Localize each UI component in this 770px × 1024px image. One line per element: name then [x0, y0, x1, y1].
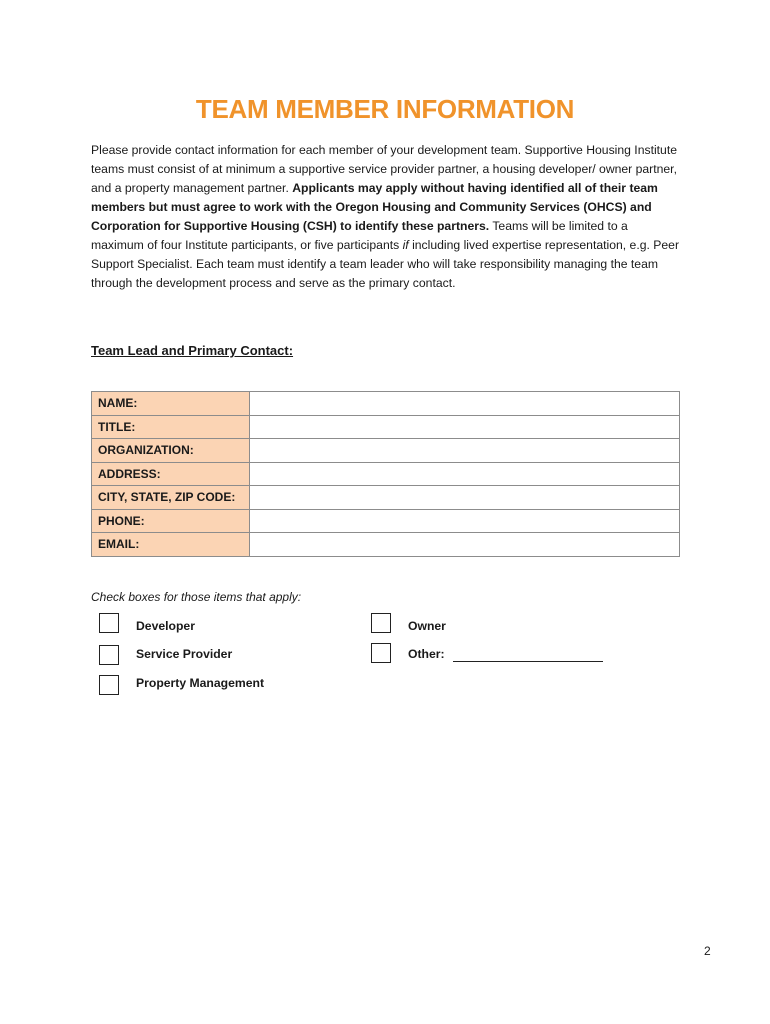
owner-label: Owner [408, 619, 446, 633]
field-label-name: NAME: [92, 392, 250, 416]
intro-paragraph [91, 141, 681, 293]
city-state-zip-field[interactable] [250, 486, 680, 510]
other-text-field[interactable] [453, 661, 603, 662]
field-label-organization: ORGANIZATION: [92, 439, 250, 463]
developer-checkbox[interactable] [99, 613, 119, 633]
field-label-address: ADDRESS: [92, 462, 250, 486]
table-row [92, 462, 680, 486]
table-row [92, 392, 680, 416]
field-label-title: TITLE: [92, 415, 250, 439]
other-label: Other: [408, 647, 445, 661]
table-row [92, 509, 680, 533]
phone-field[interactable] [250, 509, 680, 533]
developer-label: Developer [136, 619, 195, 633]
table-row [92, 486, 680, 510]
title-field[interactable] [250, 415, 680, 439]
intro-bold-text: Applicants may apply without having identified all of their team members but must agree to work with the Oregon Housing and Community Services (OHCS) and Corporation for Supportive Housing (CSH) to identify these partners. [91, 181, 658, 233]
checkbox-instruction: Check boxes for those items that apply: [91, 590, 302, 604]
intro-text-2: Teams will be limited to a maximum of four Institute participants, or five participants [91, 219, 628, 252]
intro-text-3: including lived expertise representation, e.g. Peer Support Specialist. Each team must identify a team leader who will take responsibility managing the team through the development process and serve as the primary contact. [91, 238, 680, 290]
email-field[interactable] [250, 533, 680, 557]
service-provider-label: Service Provider [136, 647, 233, 661]
field-label-phone: PHONE: [92, 509, 250, 533]
table-row [92, 415, 680, 439]
property-management-checkbox[interactable] [99, 675, 119, 695]
owner-checkbox[interactable] [371, 613, 391, 633]
field-label-city-state-zip: CITY, STATE, ZIP CODE: [92, 486, 250, 510]
intro-italic-text: if [402, 238, 409, 252]
table-row [92, 533, 680, 557]
page-number: 2 [704, 944, 711, 958]
table-row [92, 439, 680, 463]
property-management-label: Property Management [136, 676, 264, 690]
field-label-email: EMAIL: [92, 533, 250, 557]
other-checkbox[interactable] [371, 643, 391, 663]
intro-text-1: Please provide contact information for each member of your development team. Supportive Housing Institute teams must consist of at minimum a supportive service provider partner, a housing developer/ owner partner, and a property management partner. [91, 143, 677, 195]
name-field[interactable] [250, 392, 680, 416]
service-provider-checkbox[interactable] [99, 645, 119, 665]
section-heading-team-lead: Team Lead and Primary Contact: [91, 343, 294, 358]
page-title: TEAM MEMBER INFORMATION [195, 94, 575, 124]
organization-field[interactable] [250, 439, 680, 463]
address-field[interactable] [250, 462, 680, 486]
contact-info-table [91, 391, 680, 557]
